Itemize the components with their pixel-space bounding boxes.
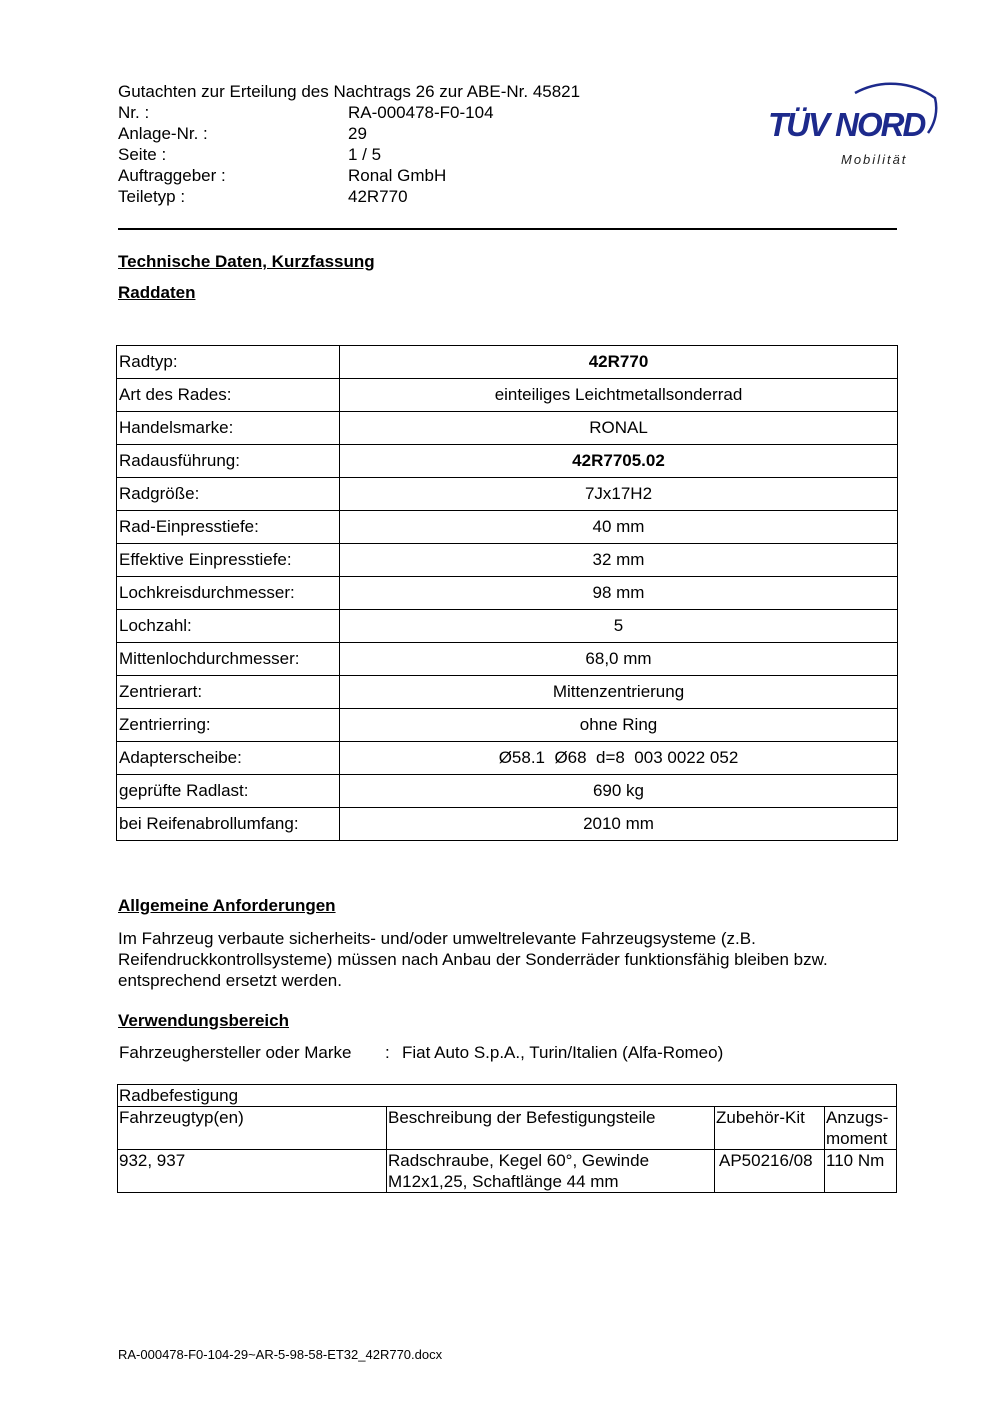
document-header [118,81,738,207]
header-value: Ronal GmbH [348,166,447,185]
wheel-data-value: 7Jx17H2 [340,478,898,511]
wheel-data-value: 32 mm [340,544,898,577]
section-title-usage: Verwendungsbereich [118,1011,289,1030]
wheel-data-label: Radtyp: [117,346,340,379]
header-value: 1 / 5 [348,145,382,164]
table-row [117,577,898,610]
header-label: Anlage-Nr. : [118,124,208,143]
table-row [117,742,898,775]
footer-filename: RA-000478-F0-104-29~AR-5-98-58-ET32_42R770.docx [118,1347,443,1362]
table-row [117,478,898,511]
wheel-data-value: 40 mm [340,511,898,544]
wheel-data-label: Zentrierring: [117,709,340,742]
header-divider [118,228,897,230]
table-row [117,709,898,742]
wheel-data-table [116,345,898,841]
fixing-header-vehicle-type: Fahrzeugtyp(en) [118,1107,387,1150]
header-label: Nr. : [118,103,150,122]
fixing-header-row [118,1107,897,1150]
wheel-data-value: 68,0 mm [340,643,898,676]
maker-label: Fahrzeughersteller oder Marke [119,1043,352,1062]
wheel-data-value: Mittenzentrierung [340,676,898,709]
wheel-data-value: Ø58.1 Ø68 d=8 003 0022 052 [340,742,898,775]
wheel-data-label: bei Reifenabrollumfang: [117,808,340,841]
wheel-data-value: RONAL [340,412,898,445]
table-row [117,544,898,577]
header-value: 29 [348,124,367,143]
fixing-cell-description: Radschraube, Kegel 60°, Gewinde M12x1,25, Schaftlänge 44 mm [387,1150,715,1193]
fixing-row [118,1150,897,1193]
tuev-nord-logo [765,58,945,173]
wheel-data-value: 98 mm [340,577,898,610]
section-title-general: Allgemeine Anforderungen [118,896,336,915]
fixing-cell-torque: 110 Nm [825,1150,897,1193]
wheel-data-label: geprüfte Radlast: [117,775,340,808]
wheel-data-value: 2010 mm [340,808,898,841]
vehicle-maker-line [119,1043,723,1063]
header-label: Auftraggeber : [118,166,226,185]
wheel-data-label: Lochkreisdurchmesser: [117,577,340,610]
fixing-cell-vehicle-type: 932, 937 [118,1150,387,1193]
wheel-data-label: Radgröße: [117,478,340,511]
wheel-data-label: Handelsmarke: [117,412,340,445]
logo-subtitle: Mobilität [841,152,908,167]
wheel-data-value: 42R7705.02 [340,445,898,478]
wheel-data-label: Adapterscheibe: [117,742,340,775]
header-row-nr [118,102,738,123]
wheel-data-label: Zentrierart: [117,676,340,709]
maker-separator: : [385,1043,390,1062]
fixing-caption: Radbefestigung [118,1085,897,1107]
table-row [117,808,898,841]
section-title-wheel-data: Raddaten [118,283,196,302]
wheel-data-label: Effektive Einpresstiefe: [117,544,340,577]
table-row [117,379,898,412]
table-row [117,445,898,478]
table-row [117,346,898,379]
fixing-header-kit: Zubehör-Kit [715,1107,825,1150]
document-title: Gutachten zur Erteilung des Nachtrags 26 zur ABE-Nr. 45821 [118,82,581,101]
table-row [117,511,898,544]
fixing-caption-row [118,1085,897,1107]
wheel-data-label: Radausführung: [117,445,340,478]
table-row [117,643,898,676]
table-row [117,676,898,709]
wheel-fixing-table [117,1084,897,1193]
fixing-header-description: Beschreibung der Befestigungsteile [387,1107,715,1150]
wheel-data-value: 42R770 [340,346,898,379]
general-requirements-text: Im Fahrzeug verbaute sicherheits- und/oder umweltrelevante Fahrzeugsysteme (z.B. Reifendruckkontrollsysteme) müssen nach Anbau der Sonderräder funktionsfähig bleiben bzw. entsprechend ersetzt werden. [118,929,828,990]
header-label: Teiletyp : [118,187,186,206]
header-row-seite [118,144,738,165]
wheel-data-value: einteiliges Leichtmetallsonderrad [340,379,898,412]
table-row [117,775,898,808]
header-value: 42R770 [348,187,408,206]
header-value: RA-000478-F0-104 [348,103,494,122]
logo-brand: TÜV NORD [768,106,925,143]
header-row-auftraggeber [118,165,738,186]
section-title-technical: Technische Daten, Kurzfassung [118,252,375,271]
table-row [117,610,898,643]
wheel-data-label: Mittenlochdurchmesser: [117,643,340,676]
maker-value: Fiat Auto S.p.A., Turin/Italien (Alfa-Romeo) [402,1043,724,1062]
wheel-data-label: Rad-Einpresstiefe: [117,511,340,544]
header-row-teiletyp [118,186,738,207]
wheel-data-value: 690 kg [340,775,898,808]
header-label: Seite : [118,145,167,164]
header-row-anlage [118,123,738,144]
fixing-header-torque: Anzugs- moment [825,1107,897,1150]
wheel-data-value: ohne Ring [340,709,898,742]
wheel-data-value: 5 [340,610,898,643]
wheel-data-label: Lochzahl: [117,610,340,643]
fixing-cell-kit: AP50216/08 [715,1150,825,1193]
wheel-data-label: Art des Rades: [117,379,340,412]
table-row [117,412,898,445]
